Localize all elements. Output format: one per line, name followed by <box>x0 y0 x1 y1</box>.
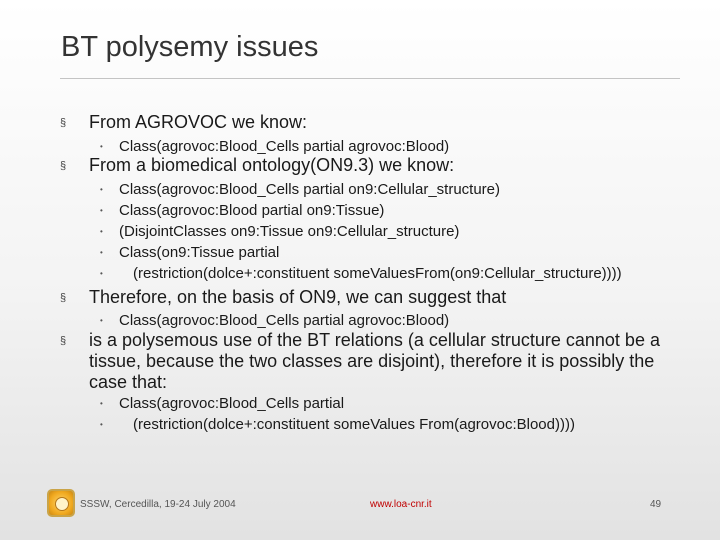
dot-bullet-icon: • <box>100 185 103 194</box>
sub-point: Class(agrovoc:Blood_Cells partial on9:Cellular_structure) <box>119 181 501 198</box>
footer-url-link[interactable]: www.loa-cnr.it <box>370 499 432 510</box>
slide-title: BT polysemy issues <box>61 31 319 63</box>
bullet-point-therefore: Therefore, on the basis of ON9, we can suggest that <box>89 287 507 307</box>
title-divider <box>60 78 680 79</box>
bullet-point-biomedical: From a biomedical ontology(ON9.3) we know: <box>89 155 455 175</box>
loa-logo-icon <box>47 489 75 517</box>
dot-bullet-icon: • <box>100 142 103 151</box>
sub-point: (restriction(dolce+:constituent someValues From(agrovoc:Blood)))) <box>133 416 575 433</box>
dot-bullet-icon: • <box>100 269 103 278</box>
dot-bullet-icon: • <box>100 227 103 236</box>
bullet-point-polysemous: is a polysemous use of the BT relations (a cellular structure cannot be a tissue, because the two classes are disjoint), therefore it is possibly the case that: <box>89 330 660 392</box>
dot-bullet-icon: • <box>100 206 103 215</box>
dot-bullet-icon: • <box>100 420 103 429</box>
page-number: 49 <box>650 499 662 510</box>
sub-point: (restriction(dolce+:constituent someValuesFrom(on9:Cellular_structure)))) <box>133 265 622 282</box>
sub-point: Class(on9:Tissue partial <box>119 244 280 261</box>
square-bullet-icon: § <box>60 160 67 172</box>
square-bullet-icon: § <box>60 292 67 304</box>
sub-point: Class(agrovoc:Blood partial on9:Tissue) <box>119 202 385 219</box>
footer-event: SSSW, Cercedilla, 19-24 July 2004 <box>80 499 236 510</box>
square-bullet-icon: § <box>60 335 67 347</box>
dot-bullet-icon: • <box>100 316 103 325</box>
bullet-point-agrovoc: From AGROVOC we know: <box>89 112 308 132</box>
sub-point: (DisjointClasses on9:Tissue on9:Cellular_structure) <box>119 223 460 240</box>
dot-bullet-icon: • <box>100 248 103 257</box>
sub-point: Class(agrovoc:Blood_Cells partial <box>119 395 345 412</box>
dot-bullet-icon: • <box>100 399 103 408</box>
square-bullet-icon: § <box>60 117 67 129</box>
sub-point: Class(agrovoc:Blood_Cells partial agrovoc:Blood) <box>119 312 450 329</box>
sub-point: Class(agrovoc:Blood_Cells partial agrovoc:Blood) <box>119 138 450 155</box>
